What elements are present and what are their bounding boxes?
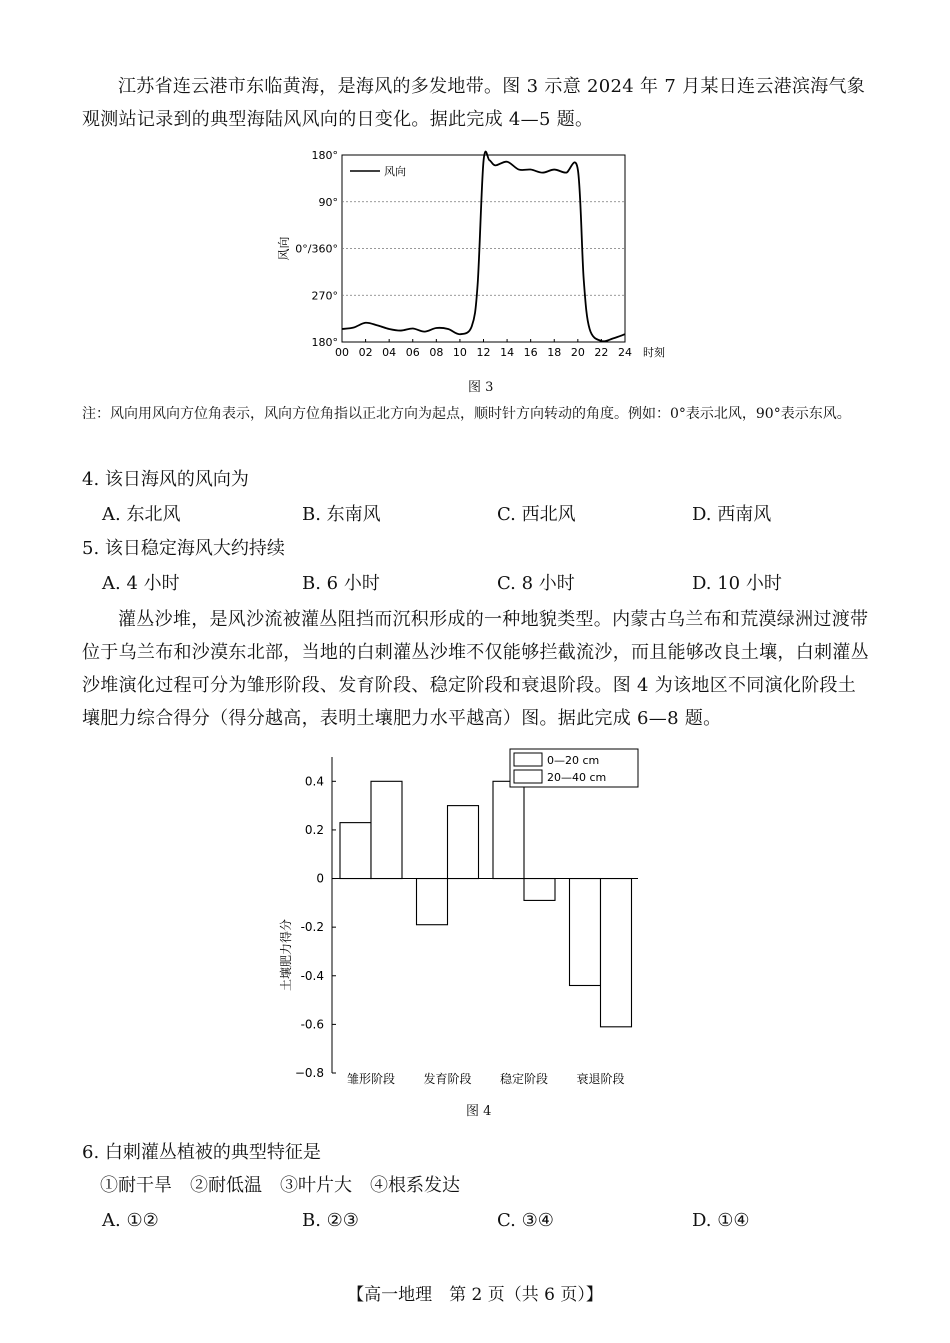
question-6-option-c[interactable]: C. ③④ <box>497 1210 554 1231</box>
category-label: 发育阶段 <box>423 1072 472 1086</box>
figure-3-caption: 图 3 <box>468 380 494 395</box>
question-6-option-d[interactable]: D. ①④ <box>692 1210 750 1231</box>
question-4-option-a[interactable]: A. 东北风 <box>102 504 181 525</box>
bar-20-40cm <box>448 806 479 879</box>
question-5-option-c[interactable]: C. 8 小时 <box>497 573 575 594</box>
x-tick-label: 16 <box>523 346 538 359</box>
question-4-stem: 4. 该日海风的风向为 <box>82 469 249 490</box>
question-4-option-b[interactable]: B. 东南风 <box>302 504 381 525</box>
x-tick-label: 14 <box>500 346 515 359</box>
question-6-items: ①耐干旱 ②耐低温 ③叶片大 ④根系发达 <box>100 1175 460 1196</box>
y-tick-label: -0.2 <box>300 920 324 935</box>
question-5-option-d[interactable]: D. 10 小时 <box>692 573 782 594</box>
y-tick-label: 0°/360° <box>295 242 338 256</box>
question-4-option-d[interactable]: D. 西南风 <box>692 504 772 525</box>
question-6-stem: 6. 白刺灌丛植被的典型特征是 <box>82 1142 321 1163</box>
y-tick-label: 90° <box>318 195 338 209</box>
x-tick-label: 00 <box>335 346 349 359</box>
category-label: 衰退阶段 <box>576 1072 625 1086</box>
x-tick-label: 12 <box>476 346 491 359</box>
question-6-option-a[interactable]: A. ①② <box>102 1210 159 1231</box>
page-footer: 【高一地理 第 2 页（共 6 页）】 <box>347 1285 603 1305</box>
intro-paragraph-2: 灌丛沙堆，是风沙流被灌丛阻挡而沉积形成的一种地貌类型。内蒙古乌兰布和荒漠绿洲过渡带位于乌兰布和沙漠东北部，当地的白刺灌丛沙堆不仅能够拦截流沙，而且能够改良土壤，白刺灌丛沙堆演化过程可分为雏形阶段、发育阶段、稳定阶段和衰退阶段。图 4 为该地区不同演化阶段土壤肥力综合得分（得分越高，表明土壤肥力水平越高）图。据此完成 6—8 题。 <box>82 609 869 729</box>
question-5-option-a[interactable]: A. 4 小时 <box>102 573 180 594</box>
y-tick-label: 270° <box>311 289 338 303</box>
intro-paragraph-1: 江苏省连云港市东临黄海，是海风的多发地带。图 3 示意 2024 年 7 月某日连云港滨海气象观测站记录到的典型海陆风风向的日变化。据此完成 4—5 题。 <box>82 76 866 130</box>
y-tick-label: 180° <box>311 336 338 349</box>
question-5-stem: 5. 该日稳定海风大约持续 <box>82 538 285 559</box>
question-6-option-b[interactable]: B. ②③ <box>302 1210 359 1231</box>
x-tick-label: 24 <box>618 346 632 359</box>
x-tick-label: 04 <box>382 346 397 359</box>
x-axis-label: 时刻 <box>643 346 665 359</box>
y-tick-label: 180° <box>311 149 338 162</box>
category-label: 稳定阶段 <box>499 1072 549 1086</box>
legend-label: 0—20 cm <box>547 754 600 767</box>
figure-3-wind-direction-chart <box>270 145 680 370</box>
bar-0-20cm <box>493 781 524 878</box>
bar-0-20cm <box>340 823 371 879</box>
y-tick-label: 0.4 <box>304 774 324 789</box>
x-tick-label: 22 <box>594 346 609 359</box>
y-axis-label: 风向 <box>277 236 291 261</box>
legend-label: 风向 <box>384 165 406 178</box>
x-tick-label: 02 <box>358 346 373 359</box>
legend-swatch <box>514 770 542 783</box>
x-tick-label: 10 <box>452 346 467 359</box>
bar-20-40cm <box>601 879 632 1027</box>
figure-4-soil-fertility-chart <box>270 745 680 1095</box>
figure-3-note: 注：风向用风向方位角表示，风向方位角指以正北方向为起点，顺时针方向转动的角度。例如：0°表示北风，90°表示东风。 <box>82 406 851 422</box>
category-label: 雏形阶段 <box>346 1072 396 1086</box>
x-tick-label: 20 <box>570 346 585 359</box>
x-tick-label: 18 <box>547 346 562 359</box>
y-tick-label: -0.6 <box>300 1017 324 1032</box>
bar-0-20cm <box>570 879 601 986</box>
y-tick-label: 0.2 <box>304 822 324 837</box>
bar-20-40cm <box>524 879 555 901</box>
x-tick-label: 06 <box>405 346 420 359</box>
legend-label: 20—40 cm <box>547 771 607 784</box>
x-tick-label: 08 <box>429 346 444 359</box>
figure-4-caption: 图 4 <box>466 1104 492 1119</box>
y-tick-label: 0 <box>316 871 324 886</box>
legend-swatch <box>514 753 542 766</box>
y-tick-label: -0.4 <box>300 968 324 983</box>
question-5-option-b[interactable]: B. 6 小时 <box>302 573 380 594</box>
series-line-wind-direction <box>342 152 625 342</box>
y-tick-label: −0.8 <box>294 1066 324 1080</box>
bar-20-40cm <box>371 781 402 878</box>
y-axis-label: 土壤肥力得分 <box>279 918 293 992</box>
question-4-option-c[interactable]: C. 西北风 <box>497 504 576 525</box>
bar-0-20cm <box>417 879 448 925</box>
